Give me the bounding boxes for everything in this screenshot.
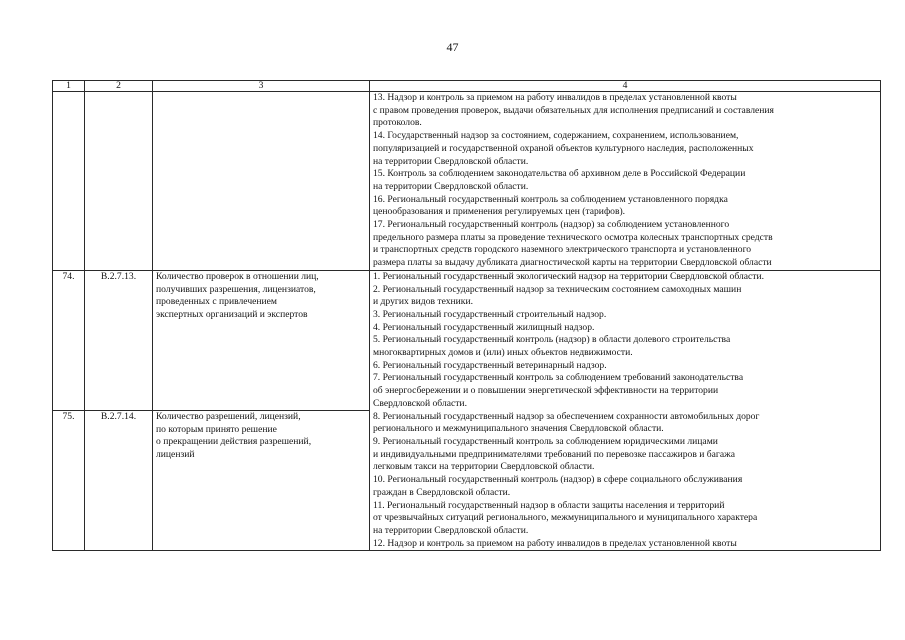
text-line: 12. Надзор и контроль за приемом на работу инвалидов в пределах установленной квоты xyxy=(373,537,737,549)
text-line: лицензий xyxy=(156,449,195,461)
cell-empty xyxy=(153,92,370,271)
text-line: и транспортных средств городского наземного электрического транспорта и установленного xyxy=(373,244,752,256)
table-row-74 xyxy=(53,270,881,410)
text-line: и других видов техники. xyxy=(373,296,473,308)
text-line: Количество проверок в отношении лиц, xyxy=(156,270,319,282)
text-line: 2. Региональный государственный надзор за техническим состоянием самоходных машин xyxy=(373,283,742,295)
control-types-cell xyxy=(370,92,881,271)
text-line: экспертных организаций и экспертов xyxy=(156,308,308,320)
text-line: и индивидуальными предпринимателями требований по перевозке пассажиров и багажа xyxy=(373,448,735,460)
text-line: размера платы за выдачу дубликата диагностической карты на территории Свердловской области xyxy=(373,257,772,269)
text-line: от чрезвычайных ситуаций регионального, межмуниципального и муниципального характера xyxy=(373,512,758,524)
table-header-row xyxy=(53,81,881,92)
text-line: предельного размера платы за проведение технического осмотра колесных транспортных средств xyxy=(373,231,773,243)
text-line: Свердловской области. xyxy=(373,397,467,409)
text-line: получивших разрешения, лицензиатов, xyxy=(156,283,316,295)
text-line: 3. Региональный государственный строительный надзор. xyxy=(373,308,607,320)
text-line: 7. Региональный государственный контроль за соблюдением требований законодательства xyxy=(373,372,744,384)
cell-empty xyxy=(85,92,153,271)
text-line: на территории Свердловской области. xyxy=(373,155,529,167)
text-line: 6. Региональный государственный ветеринарный надзор. xyxy=(373,359,607,371)
text-line: регионального и межмуниципального значения Свердловской области. xyxy=(373,423,664,435)
control-types-cell xyxy=(370,270,881,550)
row-number: 75. xyxy=(53,411,85,551)
text-line: 1. Региональный государственный экологический надзор на территории Свердловской области. xyxy=(373,270,765,282)
text-line: 10. Региональный государственный контроль (надзор) в сфере социального обслуживания xyxy=(373,474,743,486)
cell-empty xyxy=(53,92,85,271)
header-col-1: 1 xyxy=(53,81,85,92)
header-col-3: 3 xyxy=(153,81,370,92)
text-line: популяризацией и государственной охраной объектов культурного наследия, расположенных xyxy=(373,142,754,154)
row-code: B.2.7.13. xyxy=(85,270,153,410)
text-line: легковым такси на территории Свердловской области. xyxy=(373,461,595,473)
header-col-2: 2 xyxy=(85,81,153,92)
text-line: на территории Свердловской области. xyxy=(373,180,529,192)
text-line: проведенных с привлечением xyxy=(156,296,277,308)
text-line: 11. Региональный государственный надзор в области защиты населения и территорий xyxy=(373,499,725,511)
text-line: 13. Надзор и контроль за приемом на работу инвалидов в пределах установленной квоты xyxy=(373,92,737,103)
text-line: на территории Свердловской области. xyxy=(373,524,529,536)
text-line: о прекращении действия разрешений, xyxy=(156,436,312,448)
text-line: 15. Контроль за соблюдением законодательства об архивном деле в Российской Федерации xyxy=(373,168,746,180)
header-col-4: 4 xyxy=(370,81,881,92)
text-line: 17. Региональный государственный контроль (надзор) за соблюдением установленного xyxy=(373,219,730,231)
indicator-title xyxy=(153,270,370,410)
text-line: Количество разрешений, лицензий, xyxy=(156,411,301,423)
text-line: 16. Региональный государственный контроль за соблюдением установленного порядка xyxy=(373,193,728,205)
table-row-continued xyxy=(53,92,881,271)
text-line: об энергосбережении и о повышении энергетической эффективности на территории xyxy=(373,385,719,397)
text-line: 9. Региональный государственный контроль за соблюдением юридическими лицами xyxy=(373,435,718,447)
text-line: многоквартирных домов и (или) иных объектов недвижимости. xyxy=(373,347,633,359)
text-line: с правом проведения проверок, выдачи обязательных для исполнения предписаний и составления xyxy=(373,104,774,116)
text-line: по которым принято решение xyxy=(156,423,277,435)
indicator-title xyxy=(153,411,370,551)
text-line: 4. Региональный государственный жилищный надзор. xyxy=(373,321,595,333)
text-line: 8. Региональный государственный надзор за обеспечением сохранности автомобильных дорог xyxy=(373,410,760,422)
indicator-table xyxy=(52,80,881,551)
text-line: 5. Региональный государственный контроль (надзор) в области долевого строительства xyxy=(373,334,731,346)
row-number: 74. xyxy=(53,270,85,410)
text-line: протоколов. xyxy=(373,117,422,129)
text-line: 14. Государственный надзор за состоянием, содержанием, сохранением, использованием, xyxy=(373,130,739,142)
page-number: 47 xyxy=(446,40,459,54)
row-code: B.2.7.14. xyxy=(85,411,153,551)
text-line: ценообразования и применения регулируемых цен (тарифов). xyxy=(373,206,626,218)
text-line: граждан в Свердловской области. xyxy=(373,486,511,498)
